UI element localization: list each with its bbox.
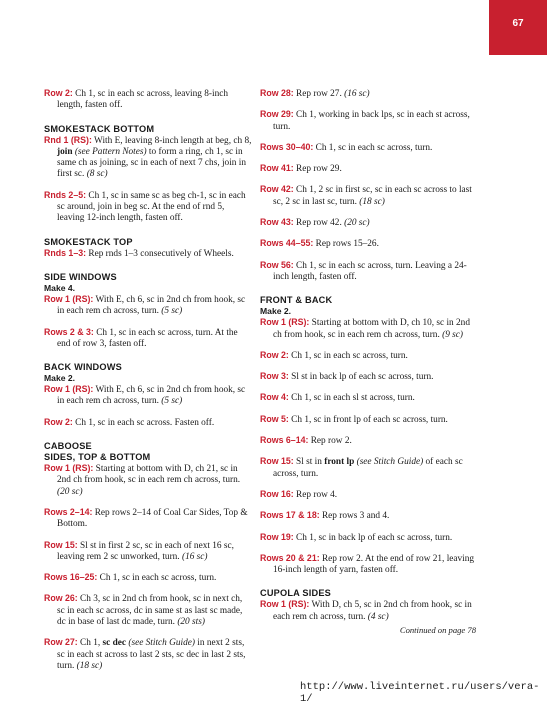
pattern-row	[44, 248, 252, 260]
row-instruction: Ch 1, sc in back lp of each sc across, turn.	[293, 532, 453, 543]
row-label: Row 1 (RS):	[44, 463, 94, 474]
pattern-row	[260, 317, 476, 341]
row-instruction: Ch 1, sc in each sc across, turn. At the end of row 3, fasten off.	[57, 327, 238, 349]
row-label: Row 43:	[260, 217, 294, 228]
row-label: Row 41:	[260, 163, 294, 174]
footer-url: http://www.liveinternet.ru/users/vera-1/	[300, 681, 540, 705]
pattern-row	[260, 553, 476, 577]
row-label: Rnds 1–3:	[44, 247, 87, 258]
section-heading: SMOKESTACK TOP	[44, 236, 133, 247]
pattern-row	[44, 135, 252, 181]
row-label: Row 26:	[44, 593, 78, 604]
pattern-row	[260, 238, 476, 250]
row-instruction: Starting at bottom with D, ch 10, sc in 2nd ch from hook, sc in each rem ch across, turn. (9 sc)	[273, 318, 470, 340]
row-instruction: Ch 1, 2 sc in first sc, sc in each sc across to last sc, 2 sc in last sc, turn. (18 sc)	[273, 185, 472, 207]
row-instruction: Ch 1, sc in front lp of each sc across, turn.	[288, 414, 448, 425]
row-instruction: With E, ch 6, sc in 2nd ch from hook, sc in each rem ch across, turn. (5 sc)	[57, 294, 246, 317]
pattern-row	[44, 384, 252, 408]
pattern-row	[260, 392, 476, 404]
row-label: Row 1 (RS):	[260, 317, 310, 328]
row-instruction: Ch 1, sc in each sc across, turn. Leaving a 24-inch length, fasten off.	[273, 260, 467, 282]
row-instruction: Sl st in first 2 sc, sc in each of next 16 sc, leaving rem 2 sc unworked, turn. (16 sc)	[57, 540, 234, 562]
pattern-row	[260, 414, 476, 426]
right-column	[260, 88, 476, 635]
row-label: Row 15:	[44, 539, 78, 550]
row-label: Rows 44–55:	[260, 238, 314, 249]
pattern-row	[260, 371, 476, 383]
row-instruction: Rep rows 2–14 of Coal Car Sides, Top & Bottom.	[57, 507, 248, 530]
row-label: Row 1 (RS):	[44, 384, 94, 395]
row-instruction: Ch 1, sc in each sc across. Fasten off.	[72, 417, 215, 428]
row-instruction: With E, leaving 8-inch length at beg, ch 8, join (see Pattern Notes) to form a ring, ch 1, sc in same ch as joining, sc in each of next 7 chs, join in first sc. (8 sc)	[57, 135, 252, 180]
pattern-row	[260, 109, 476, 133]
row-label: Row 27:	[44, 637, 78, 648]
row-label: Row 2:	[44, 416, 73, 427]
row-instruction: Ch 1, sc in each sc across, turn.	[313, 142, 433, 153]
row-label: Row 29:	[260, 109, 294, 120]
row-instruction: Ch 1, sc in each sc across, turn.	[288, 350, 408, 361]
pattern-row	[44, 327, 252, 351]
row-instruction: Rep row 2.	[308, 436, 352, 447]
section-heading: CUPOLA SIDES	[260, 588, 331, 599]
row-instruction: Rep row 2. At the end of row 21, leaving 16-inch length of yarn, fasten off.	[273, 553, 475, 576]
row-instruction: Rep row 27. (16 sc)	[293, 89, 370, 99]
pattern-row	[44, 417, 252, 429]
row-label: Row 1 (RS):	[44, 293, 94, 304]
row-label: Rnds 2–5:	[44, 189, 87, 200]
pattern-row	[44, 463, 252, 498]
pattern-row	[44, 572, 252, 584]
row-instruction: Starting at bottom with D, ch 21, sc in 2nd ch from hook, sc in each rem ch across, turn. (20 sc)	[57, 464, 241, 497]
row-label: Rows 6–14:	[260, 435, 309, 446]
row-label: Row 5:	[260, 413, 289, 424]
row-label: Row 2:	[44, 88, 73, 98]
row-label: Row 56:	[260, 259, 294, 270]
row-label: Rows 20 & 21:	[260, 552, 320, 563]
row-label: Rnd 1 (RS):	[44, 134, 92, 145]
section-heading: BACK WINDOWS	[44, 362, 122, 373]
row-instruction: Rep rows 3 and 4.	[319, 511, 390, 522]
row-label: Row 16:	[260, 488, 294, 499]
row-label: Row 2:	[260, 349, 289, 360]
page-number-tab	[489, 0, 547, 55]
section-heading: SIDE WINDOWS	[44, 271, 117, 282]
pattern-row	[260, 184, 476, 208]
continued-note: Continued on page 78	[399, 625, 476, 636]
row-label: Rows 2 & 3:	[44, 326, 94, 337]
pattern-row	[44, 190, 252, 225]
pattern-row	[260, 510, 476, 522]
pattern-row	[260, 489, 476, 501]
pattern-row	[44, 294, 252, 318]
pattern-row	[260, 456, 476, 480]
pattern-row	[260, 532, 476, 544]
pattern-row	[260, 142, 476, 154]
pattern-row	[260, 217, 476, 229]
section-heading: CABOOSE	[44, 441, 92, 452]
pattern-row	[44, 507, 252, 531]
make-count: Make 2.	[260, 306, 292, 317]
row-instruction: Rep rnds 1–3 consecutively of Wheels.	[86, 248, 234, 259]
row-label: Rows 30–40:	[260, 141, 314, 152]
row-instruction: With E, ch 6, sc in 2nd ch from hook, sc in each rem ch across, turn. (5 sc)	[57, 385, 246, 407]
make-count: Make 2.	[44, 373, 76, 384]
row-label: Rows 17 & 18:	[260, 510, 320, 521]
row-instruction: Ch 3, sc in 2nd ch from hook, sc in next ch, sc in each sc across, dc in same st as last sc made, dc in base of last dc made, turn. (20 sts)	[57, 594, 243, 628]
row-instruction: Ch 1, working in back lps, sc in each st across, turn.	[273, 110, 470, 132]
pattern-row	[44, 637, 252, 672]
pattern-row	[44, 540, 252, 564]
row-label: Row 4:	[260, 392, 289, 403]
pattern-row	[44, 593, 252, 628]
row-label: Rows 16–25:	[44, 572, 98, 583]
section-subheading: SIDES, TOP & BOTTOM	[44, 452, 151, 463]
row-instruction: With D, ch 5, sc in 2nd ch from hook, sc in each rem ch across, turn. (4 sc)	[273, 600, 472, 622]
section-heading: SMOKESTACK BOTTOM	[44, 123, 155, 134]
make-count: Make 4.	[44, 282, 76, 293]
row-label: Row 19:	[260, 531, 294, 542]
row-label: Row 3:	[260, 371, 289, 382]
pattern-row	[260, 88, 476, 100]
pattern-row	[260, 435, 476, 447]
pattern-row	[260, 260, 476, 284]
row-instruction: Rep row 42. (20 sc)	[293, 218, 370, 229]
row-instruction: Sl st in back lp of each sc across, turn.	[288, 372, 434, 383]
pattern-row	[260, 163, 476, 175]
left-column	[44, 88, 252, 681]
page-number: 67	[512, 18, 524, 29]
row-instruction: Rep row 29.	[293, 164, 342, 175]
row-label: Row 1 (RS):	[260, 599, 310, 610]
row-instruction: Ch 1, sc in each sc across, leaving 8-inch length, fasten off.	[57, 89, 229, 111]
pattern-row	[260, 350, 476, 362]
row-instruction: Rep row 4.	[293, 489, 338, 500]
row-label: Row 15:	[260, 456, 294, 467]
section-heading: FRONT & BACK	[260, 295, 333, 306]
row-instruction: Rep rows 15–26.	[313, 239, 379, 250]
row-instruction: Ch 1, sc in same sc as beg ch-1, sc in each sc around, join in beg sc. At the end of rnd 5, leaving 12-inch length, fasten off.	[57, 190, 246, 224]
row-instruction: Ch 1, sc in each sc across, turn.	[97, 573, 217, 584]
row-label: Rows 2–14:	[44, 506, 93, 517]
row-instruction: Ch 1, sc in each sl st across, turn.	[288, 393, 415, 404]
row-label: Row 42:	[260, 184, 294, 195]
pattern-row	[44, 88, 252, 112]
row-instruction: Sl st in front lp (see Stitch Guide) of each sc across, turn.	[273, 457, 463, 479]
row-label: Row 28:	[260, 88, 294, 98]
row-instruction: Ch 1, sc dec (see Stitch Guide) in next 2 sts, sc in each st across to last 2 sts, sc dec in last 2 sts, turn. (18 sc)	[57, 638, 246, 671]
pattern-row	[260, 599, 476, 623]
